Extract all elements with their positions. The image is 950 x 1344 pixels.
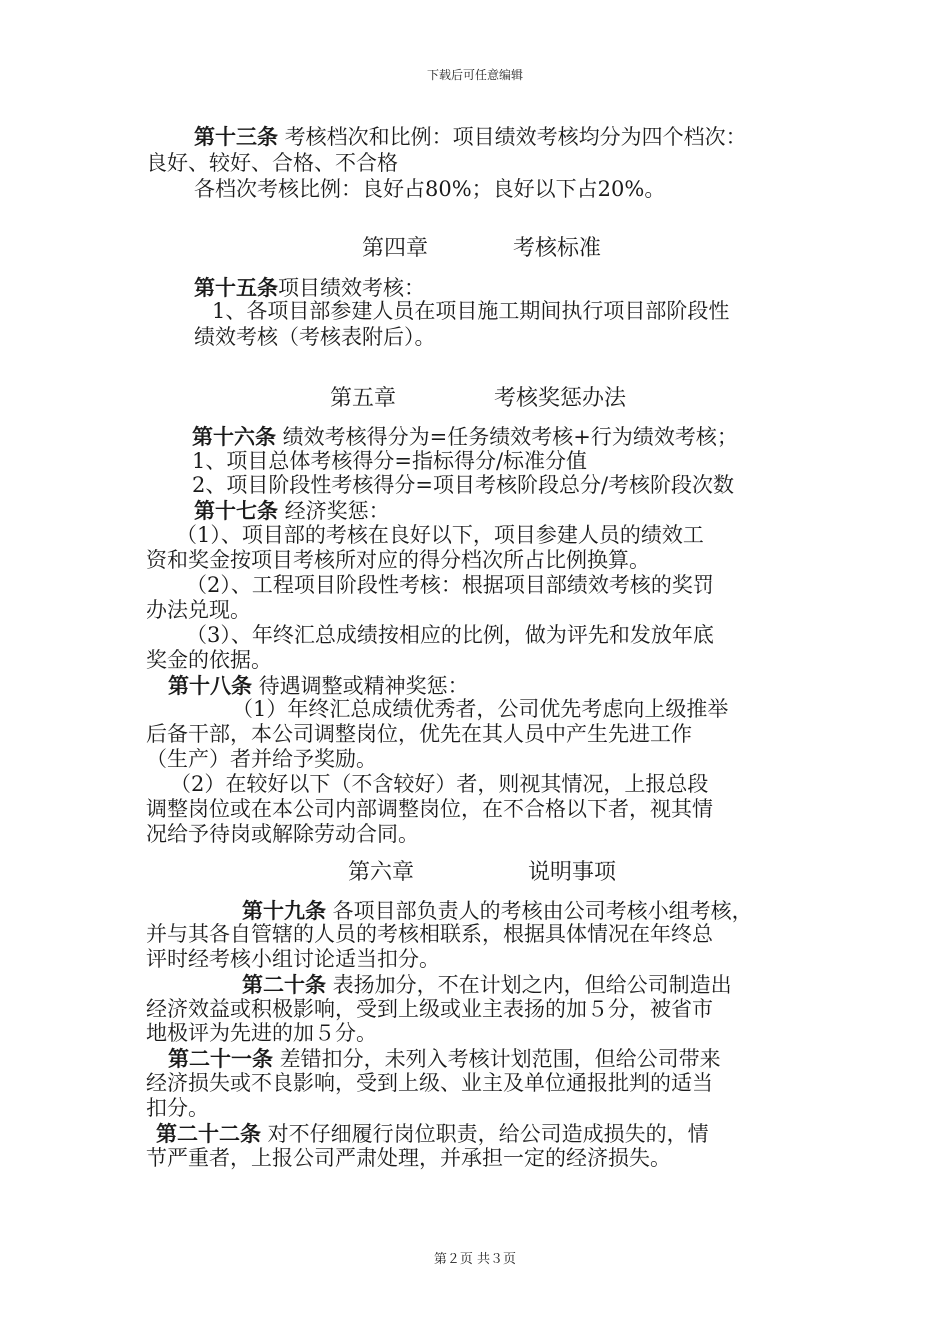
article-21-line-1: 第二十一条 差错扣分，未列入考核计划范围，但给公司带来	[168, 1046, 721, 1071]
article-21-label: 第二十一条	[168, 1046, 273, 1071]
chapter-6-title: 说明事项	[528, 860, 617, 885]
article-17-line-3: 资和奖金按项目考核所对应的得分档次所占比例换算。	[146, 548, 650, 572]
article-15-label: 第十五条	[194, 275, 278, 300]
article-15-line-1: 第十五条项目绩效考核：	[194, 275, 425, 300]
article-22-label: 第二十二条	[156, 1121, 261, 1146]
article-18-line-2: （1）年终汇总成绩优秀者，公司优先考虑向上级推举	[232, 697, 729, 721]
article-18-label: 第十八条	[168, 673, 252, 698]
chapter-4-number: 第四章	[362, 236, 429, 261]
chapter-6-number: 第六章	[348, 860, 415, 885]
article-17-label: 第十七条	[194, 498, 278, 523]
article-18-line-7: 况给予待岗或解除劳动合同。	[146, 822, 419, 846]
article-13-label: 第十三条	[194, 124, 278, 149]
article-16-line-3: 2、项目阶段性考核得分=项目考核阶段总分/考核阶段次数	[192, 473, 735, 497]
chapter-5-title: 考核奖惩办法	[494, 386, 627, 411]
article-19-line-2: 并与其各自管辖的人员的考核相联系，根据具体情况在年终总	[146, 922, 713, 946]
article-17-line-5: 办法兑现。	[146, 598, 251, 622]
chapter-5-number: 第五章	[330, 386, 397, 411]
article-18-line-5: （2）在较好以下（不含较好）者，则视其情况，上报总段	[170, 772, 709, 796]
page-footer: 第２页 共３页	[433, 1252, 517, 1267]
article-18-line-4: （生产）者并给予奖励。	[146, 747, 377, 771]
article-20-line-1: 第二十条 表扬加分，不在计划之内，但给公司制造出	[242, 972, 732, 997]
article-20-label: 第二十条	[242, 972, 326, 997]
article-16-label: 第十六条	[192, 424, 276, 449]
article-18-line-3: 后备干部，本公司调整岗位，优先在其人员中产生先进工作	[146, 722, 692, 746]
article-19-line-3: 评时经考核小组讨论适当扣分。	[146, 947, 440, 971]
article-16-line-1: 第十六条 绩效考核得分为=任务绩效考核+行为绩效考核；	[192, 424, 738, 449]
article-17-line-7: 奖金的依据。	[146, 648, 272, 672]
article-22-line-2: 节严重者，上报公司严肃处理，并承担一定的经济损失。	[146, 1146, 671, 1170]
article-17-line-2: （1）、项目部的考核在良好以下，项目参建人员的绩效工	[176, 523, 704, 547]
chapter-4-title: 考核标准	[513, 236, 602, 261]
article-17-line-6: （3）、年终汇总成绩按相应的比例，做为评先和发放年底	[186, 623, 714, 647]
article-22-line-1: 第二十二条 对不仔细履行岗位职责，给公司造成损失的，情	[156, 1121, 709, 1146]
article-21-line-3: 扣分。	[146, 1096, 209, 1120]
article-13-line-2: 良好、较好、合格、不合格	[146, 151, 398, 175]
article-19-line-1: 第十九条 各项目部负责人的考核由公司考核小组考核，	[242, 898, 753, 923]
article-13-line-3: 各档次考核比例：良好占80%；良好以下占20%。	[194, 177, 666, 201]
article-19-label: 第十九条	[242, 898, 326, 923]
article-20-line-3: 地极评为先进的加５分。	[146, 1021, 377, 1045]
article-17-line-1: 第十七条 经济奖惩：	[194, 498, 390, 523]
article-13-line-1: 第十三条 考核档次和比例：项目绩效考核均分为四个档次：	[194, 124, 747, 149]
article-20-line-2: 经济效益或积极影响，受到上级或业主表扬的加５分，被省市	[146, 997, 713, 1021]
article-18-line-6: 调整岗位或在本公司内部调整岗位，在不合格以下者，视其情	[146, 797, 713, 821]
article-15-line-2: 1、各项目部参建人员在项目施工期间执行项目部阶段性	[212, 299, 730, 323]
page-header: 下载后可任意编辑	[426, 68, 523, 82]
article-17-line-4: （2）、工程项目阶段性考核：根据项目部绩效考核的奖罚	[186, 573, 714, 597]
article-21-line-2: 经济损失或不良影响，受到上级、业主及单位通报批判的适当	[146, 1071, 713, 1095]
article-18-line-1: 第十八条 待遇调整或精神奖惩：	[168, 673, 469, 698]
article-16-line-2: 1、项目总体考核得分=指标得分/标准分值	[192, 449, 588, 473]
article-15-line-3: 绩效考核（考核表附后）。	[194, 325, 436, 349]
